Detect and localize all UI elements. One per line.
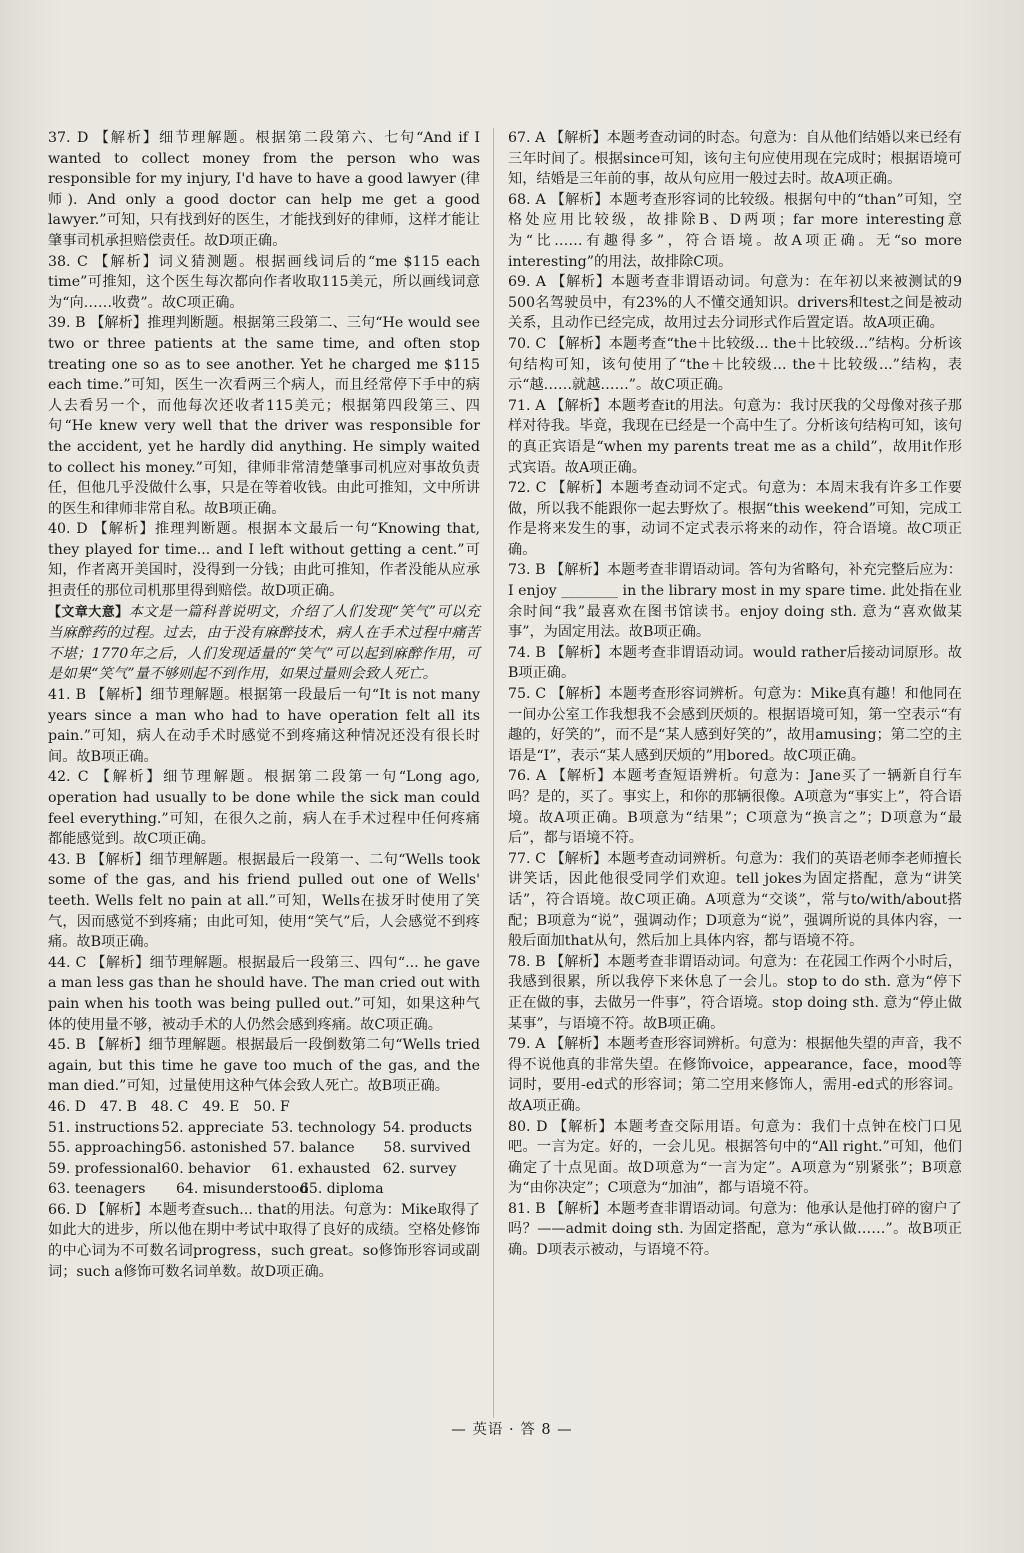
answer-explanation-71: 71. A 【解析】本题考查it的用法。句意为：我讨厌我的父母像对孩子那样对待我。毕竟，我现在已经是一个高中生了。分析该句结构可知，该句的真正宾语是“when my parents treat me as a child”，故用it作形式宾语。故A项正确。: [508, 397, 963, 476]
answer-explanation-69: 69. A 【解析】本题考查非谓语动词。句意为：在年初以来被测试的9 500名驾驶员中，有23%的人不懂交通知识。drivers和test之间是被动关系，且动作已经完成，故用过去分词形式作后置定语。故A项正确。: [508, 274, 962, 332]
mc-answer: 49. E: [202, 1098, 240, 1115]
summary-heading: 【文章大意】: [48, 604, 129, 620]
answer-key-block: [48, 1097, 480, 1200]
answer-explanation-40: 40. D 【解析】推理判断题。根据本文最后一句“Knowing that, they played for time... and I left without getting a cent.”可知，作者离开美国时，没得到一分钱；由此可推知，作者没能从应承担责任的那位司机那里得到赔偿。故D项正确。: [48, 521, 480, 600]
word-answer: 55. approaching: [48, 1140, 164, 1157]
answer-explanation-81: 81. B 【解析】本题考查非谓语动词。句意为：他承认是他打碎的窗户了吗？——admit doing sth. 为固定搭配，意为“承认做……”。故B项正确。D项表示被动，与语境不符。: [508, 1200, 962, 1259]
word-answer: 58. survived: [383, 1140, 471, 1157]
word-answer-row: [48, 1138, 480, 1159]
mc-answer: 47. B: [99, 1098, 137, 1115]
answer-explanation-76: 76. A 【解析】本题考查短语辨析。句意为：Jane买了一辆新自行车吗？是的，买了。事实上，和你的那辆很像。A项意为“事实上”，符合语境。故A项正确。B项意为“结果”；C项意为“换言之”；D项意为“最后”，都与语境不符。: [508, 768, 962, 847]
answer-explanation-77: 77. C 【解析】本题考查动词辨析。句意为：我们的英语老师李老师擅长讲笑话，因此他很受同学们欢迎。tell jokes为固定搭配，意为“讲笑话”，符合语境。故C项正确。A项意为“交谈”，常与to/with/about搭配；B项意为“说”，强调动作；D项意为“说”，强调所说的具体内容，一般后面加that从句，然后加上具体内容，都与语境不符。: [508, 850, 962, 950]
answer-explanation-42: 42. C 【解析】细节理解题。根据第二段第一句“Long ago, operation had usually to be done while the sick man could feel everything.”可知，在很久之前，病人在手术过程中任何疼痛都能感觉到。故C项正确。: [48, 769, 480, 848]
answer-explanation-38: 38. C 【解析】词义猜测题。根据画线词后的“me $115 each time”可推知，这个医生每次都向作者收取115美元，所以画线词意为“向……收费”。故C项正确。: [48, 253, 480, 311]
answer-explanation-75: 75. C 【解析】本题考查形容词辨析。句意为：Mike真有趣！和他同在一间办公室工作我想我不会感到厌烦的。根据语境可知，第一空表示“有趣的，好笑的”，而不是“某人感到好笑的”，故用amusing；第二空的主语是“I”，表示“某人感到厌烦的”用bored。故C项正确。: [508, 686, 962, 764]
word-answer: 52. appreciate: [161, 1119, 264, 1136]
answer-explanation-44: 44. C 【解析】细节理解题。根据最后一段第三、四句“... he gave a man less gas than he should have. The man cried out with pain when his tooth was being pulled out.”可知，如果这种气体的使用量不够，被动手术的人仍然会感到疼痛。故C项正确。: [48, 954, 480, 1033]
answer-explanation-67: 67. A 【解析】本题考查动词的时态。句意为：自从他们结婚以来已经有三年时间了。根据since可知，该句主句应使用现在完成时；根据语境可知，结婚是三年前的事，故从句应用一般过去时。故A项正确。: [508, 130, 962, 188]
answer-explanation-79: 79. A 【解析】本题考查形容词辨析。句意为：根据他失望的声音，我不得不说他真的非常失望。在修饰voice，appearance，face，mood等词时，要用-ed式的形容词；第二空用来修饰人，需用-ed式的形容词。故A项正确。: [508, 1036, 962, 1114]
answer-explanation-73: 73. B 【解析】本题考查非谓语动词。答句为省略句，补充完整后应为：I enjoy ________ in the library most in my spare time. 此处指在业余时间“我”最喜欢在图书馆读书。enjoy doing sth. 意为“喜欢做某事”，为固定用法。故B项正确。: [508, 562, 962, 641]
word-answer: 57. balance: [272, 1140, 355, 1157]
answer-explanation-80: 80. D 【解析】本题考查交际用语。句意为：我们十点钟在校门口见吧。一言为定。好的，一会儿见。根据答句中的“All right.”可知，他们确定了十点见面。故D项意为“一言为定”。A项意为“别紧张”；B项意为“由你决定”；C项意为“加油”，都与语境不符。: [508, 1118, 962, 1197]
word-answer: 53. technology: [271, 1119, 376, 1136]
answer-explanation-37: 37. D 【解析】细节理解题。根据第二段第六、七句“And if I wanted to collect money from the person who was responsible for my injury, I'd have to have a good lawyer (律师). And only a good doctor can help me get a good lawyer.”可知，只有找到好的医生，才能找到好的律师，这样才能让肇事司机承担赔偿责任。故D项正确。: [48, 130, 480, 249]
word-answer: 63. teenagers: [48, 1181, 146, 1198]
word-answer: 65. diploma: [300, 1181, 384, 1198]
word-answer: 51. instructions: [48, 1119, 160, 1136]
right-column: [508, 128, 962, 1261]
summary-text: 本文是一篇科普说明文，介绍了人们发现“笑气”可以充当麻醉药的过程。过去，由于没有麻醉技术，病人在手术过程中痛苦不堪；1770年之后，人们发现适量的“笑气”可以起到麻醉作用，可是如果“笑气”量不够则起不到作用，如果过量则会致人死亡。: [48, 603, 481, 683]
word-answer: 64. misunderstood: [176, 1181, 309, 1198]
word-answer-row: [48, 1159, 480, 1180]
page-footer: — 英语 · 答 8 —: [451, 1422, 573, 1438]
answer-explanation-72: 72. C 【解析】本题考查动词不定式。句意为：本周末我有许多工作要做，所以我不能跟你一起去野炊了。根据“this weekend”可知，完成工作是将来发生的事，动词不定式表示将来的动作，符合语境。故C项正确。: [508, 480, 962, 558]
mc-answer: 50. F: [253, 1098, 290, 1115]
answer-explanation-78: 78. B 【解析】本题考查非谓语动词。句意为：在花园工作两个小时后，我感到很累，所以我停下来休息了一会儿。stop to do sth. 意为“停下正在做的事，去做另一件事”，符合语境。stop doing sth. 意为“停止做某事”，与语境不符。故B项正确。: [508, 953, 962, 1032]
mc-answer-row: [48, 1097, 480, 1118]
answer-explanation-39: 39. B 【解析】推理判断题。根据第三段第二、三句“He would see two or three patients at the same time, and often stop treating one so as to see another. Yet he charged me $115 each time.”可知，医生一次看两三个病人，而且经常停下手中的病人去看另一个，而他每次还收者115美元；根据第四段第三、四句“He knew very well that the driver was responsible for the accident, yet he hardly did anything. He simply waited to collect his money.”可知，律师非常清楚肇事司机应对事故负责任，但他几乎没做什么事，只是在等着收钱。由此可推知，文中所讲的医生和律师非常自私。故B项正确。: [48, 315, 480, 517]
answer-explanation-45: 45. B 【解析】细节理解题。根据最后一段倒数第二句“Wells tried again, but this time he gave too much of the gas, and the man died.”可知，过量使用这种气体会致人死亡。故B项正确。: [48, 1037, 480, 1095]
column-divider: [493, 128, 494, 1418]
word-answer-row: [48, 1179, 480, 1200]
article-summary: [48, 602, 480, 685]
word-answer: 62. survey: [382, 1160, 457, 1177]
word-answer: 56. astonished: [163, 1140, 268, 1157]
answer-explanation-41: 41. B 【解析】细节理解题。根据第一段最后一句“It is not many years since a man who had to have operation felt all its pain.”可知，病人在动手术时感觉不到疼痛这种情况还没有很长时间。故B项正确。: [48, 687, 480, 765]
mc-answer: 48. C: [150, 1098, 189, 1115]
word-answer-row: [48, 1118, 480, 1139]
left-column: [48, 128, 480, 1282]
word-answer: 61. exhausted: [271, 1160, 371, 1177]
answer-explanation-68: 68. A 【解析】本题考查形容词的比较级。根据句中的“than”可知，空格处应用比较级，故排除B、D两项；far more interesting意为“比……有趣得多”，符合语境。故A项正确。无“so more interesting”的用法，故排除C项。: [508, 191, 962, 270]
answer-explanation-70: 70. C 【解析】本题考查“the＋比较级... the＋比较级...”结构。分析该句结构可知，该句使用了“the＋比较级... the＋比较级...”结构，表示“越……就越……”。故C项正确。: [508, 335, 962, 394]
answer-explanation-74: 74. B 【解析】本题考查非谓语动词。would rather后接动词原形。故B项正确。: [508, 644, 962, 682]
answer-explanation-43: 43. B 【解析】细节理解题。根据最后一段第一、二句“Wells took some of the gas, and his friend pulled out one of Wells' teeth. Wells felt no pain at all.”可知，Wells在拔牙时使用了笑气，因而感觉不到疼痛；由此可知，使用“笑气”后，人会感觉不到疼痛。故B项正确。: [48, 851, 480, 951]
word-answer: 59. professional: [48, 1160, 162, 1177]
word-answer: 54. products: [382, 1119, 473, 1136]
mc-answer: 46. D: [48, 1098, 86, 1115]
answer-explanation-66: 66. D 【解析】本题考查such... that的用法。句意为：Mike取得了如此大的进步，所以他在期中考试中取得了良好的成绩。空格处修饰的中心词为不可数名词progress，such great。so修饰形容词或副词；such a修饰可数名词单数。故D项正确。: [48, 1201, 480, 1280]
word-answer: 60. behavior: [161, 1160, 251, 1177]
